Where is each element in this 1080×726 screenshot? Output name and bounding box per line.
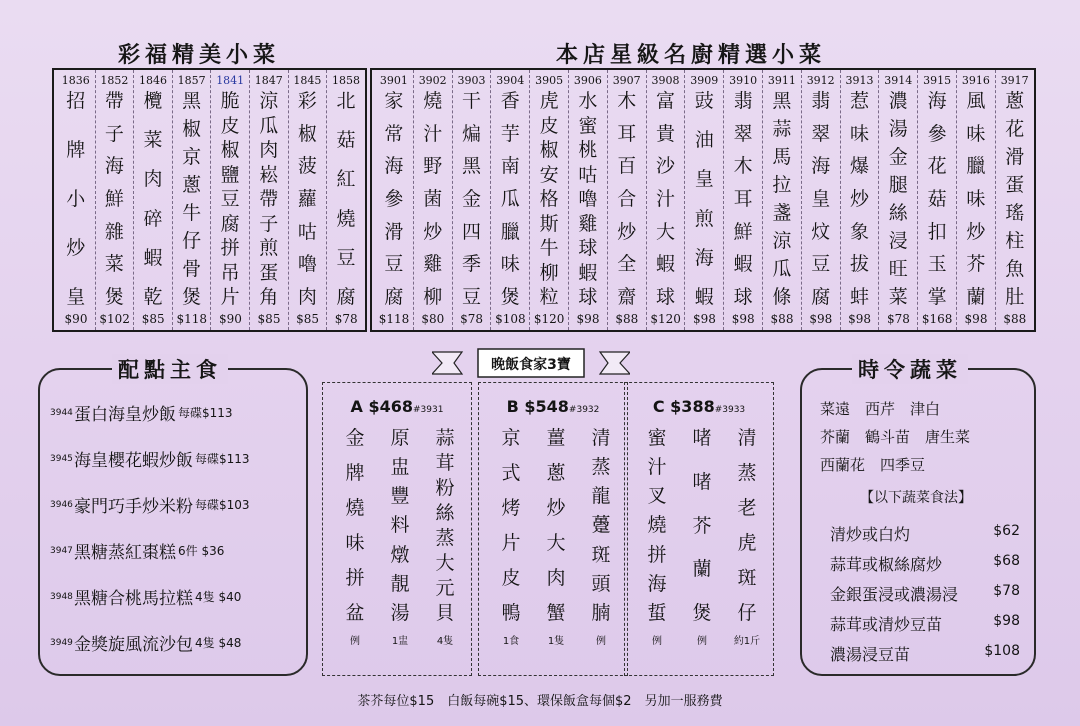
- set-dish: [335, 429, 375, 647]
- set-dish-name: 薑 蔥 炒 大 肉 蟹: [546, 427, 566, 624]
- dish-name: 虎 皮 椒 安 格 斯 牛 柳 粒: [539, 90, 559, 308]
- dish-name: 翡 翠 木 耳 鮮 蝦 球: [733, 90, 753, 308]
- dish-code: 1847: [254, 74, 283, 87]
- dish-code: 3909: [690, 74, 719, 87]
- dish-price: $85: [257, 312, 281, 326]
- dish-code: 3912: [806, 74, 835, 87]
- dish-code: 3905: [535, 74, 564, 87]
- main-section-title: 配點主食: [112, 354, 228, 384]
- dish-price: $120: [650, 312, 681, 326]
- main-dish-row: [50, 400, 320, 426]
- dish-price: $85: [296, 312, 320, 326]
- set-header: [479, 397, 627, 416]
- cooking-method: 金銀蛋浸或濃湯浸: [830, 585, 959, 604]
- dish-name: 蔥 花 滑 蛋 瑤 柱 魚 肚: [1005, 90, 1025, 308]
- set-header: [323, 397, 471, 416]
- cooking-method: 蒜茸或清炒豆苗: [830, 615, 943, 634]
- dish-name: 彩 椒 菠 蘿 咕 嚕 肉: [297, 90, 317, 308]
- dish-price: $98: [576, 312, 600, 326]
- set-dish: [581, 429, 621, 647]
- set-dish-note: 約1斤: [733, 636, 761, 647]
- dish-code: 3913: [845, 74, 874, 87]
- main-dish-code: 3948: [50, 591, 73, 602]
- dish-name: 欖 菜 肉 碎 蝦 乾: [143, 90, 163, 308]
- main-dish-name: 金獎旋風流沙包: [74, 635, 193, 655]
- dish-price: $98: [964, 312, 988, 326]
- main-dish-name: 黑糖蒸紅棗糕: [74, 543, 176, 563]
- set-label: A: [350, 397, 363, 416]
- set-dish: [536, 429, 576, 647]
- set-dish: [637, 429, 677, 647]
- right-dish-column: [569, 70, 607, 330]
- dish-name: 豉 油 皇 煎 海 蝦: [694, 90, 714, 308]
- right-dish-column: [763, 70, 801, 330]
- dish-code: 3917: [1000, 74, 1029, 87]
- set-dish-name: 清 蒸 龍 躉 斑 頭 腩: [591, 427, 611, 624]
- dish-price: $78: [886, 312, 910, 326]
- left-dish-column: [96, 70, 134, 330]
- right-section-title: 本店星級名廚精選小菜: [556, 43, 827, 68]
- left-dish-column: [289, 70, 327, 330]
- set-code: #3931: [413, 405, 444, 415]
- set-dish-name: 蜜 汁 叉 燒 拼 海 蜇: [647, 427, 667, 624]
- dish-code: 1841: [216, 74, 245, 87]
- right-dish-column: [453, 70, 491, 330]
- dish-price: $108: [495, 312, 526, 326]
- dish-price: $168: [921, 312, 953, 326]
- dish-price: $98: [809, 312, 833, 326]
- dish-code: 1852: [100, 74, 129, 87]
- main-dish-price: 每碟$113: [178, 406, 233, 420]
- dish-code: 3908: [651, 74, 680, 87]
- set-dish-name: 啫 啫 芥 蘭 煲: [692, 427, 712, 624]
- right-dish-column: [608, 70, 646, 330]
- dish-code: 3914: [884, 74, 913, 87]
- dish-code: 3907: [612, 74, 641, 87]
- dish-code: 1836: [61, 74, 90, 87]
- dish-name: 帶 子 海 鮮 雜 菜 煲: [104, 90, 124, 308]
- set-price: $388: [670, 397, 715, 416]
- main-dish-name: 海皇櫻花蝦炒飯: [74, 451, 193, 471]
- main-dish-price: 4隻 $40: [195, 590, 242, 604]
- dish-code: 3911: [767, 74, 796, 87]
- dish-name: 濃 湯 金 腿 絲 浸 旺 菜: [888, 90, 908, 308]
- set-dish-note: 1食: [502, 636, 520, 647]
- cooking-method: 濃湯浸豆苗: [830, 645, 911, 664]
- dish-code: 3906: [573, 74, 602, 87]
- dish-code: 3903: [457, 74, 486, 87]
- dish-price: $98: [692, 312, 716, 326]
- dish-price: $118: [378, 312, 410, 326]
- dish-price: $98: [848, 312, 872, 326]
- set-label: B: [506, 397, 519, 416]
- left-dish-column: [173, 70, 211, 330]
- veg-row: 西蘭花 四季豆: [820, 456, 926, 474]
- set-dish-name: 金 牌 燒 味 拼 盆: [345, 427, 365, 624]
- right-dish-column: [414, 70, 452, 330]
- right-dish-table: [370, 68, 1036, 332]
- dish-price: $88: [770, 312, 794, 326]
- main-dish-row: [50, 584, 320, 610]
- main-dish-code: 3947: [50, 545, 73, 556]
- main-dish-row: [50, 446, 320, 472]
- dish-name: 干 煸 黑 金 四 季 豆: [461, 90, 481, 308]
- main-dish-name: 蛋白海皇炒飯: [74, 405, 176, 425]
- dish-name: 惹 味 爆 炒 象 拔 蚌: [849, 90, 869, 308]
- left-dish-column: [327, 70, 365, 330]
- dish-code: 3901: [379, 74, 408, 87]
- main-dish-row: [50, 538, 320, 564]
- cooking-row: [830, 552, 1020, 575]
- left-dish-column: [134, 70, 172, 330]
- cooking-row: [830, 612, 1020, 635]
- dish-name: 黑 蒜 馬 拉 盞 涼 瓜 條: [772, 90, 792, 308]
- set-code: #3932: [568, 405, 600, 415]
- dish-name: 北 菇 紅 燒 豆 腐: [336, 90, 356, 308]
- dish-price: $85: [141, 312, 165, 326]
- cooking-price: $62: [993, 523, 1020, 539]
- cooking-method: 蒜茸或椒絲腐炒: [830, 555, 943, 574]
- dish-price: $88: [1003, 312, 1027, 326]
- dish-name: 香 芋 南 瓜 臘 味 煲: [500, 90, 520, 308]
- set-dish-note: 1盅: [391, 636, 409, 647]
- right-dish-column: [802, 70, 840, 330]
- dish-price: $88: [615, 312, 639, 326]
- set-dish-note: 例: [350, 636, 360, 647]
- set-box-a: [322, 382, 472, 676]
- dish-name: 水 蜜 桃 咕 嚕 雞 球 蝦 球: [578, 90, 598, 308]
- set-dish: [682, 429, 722, 647]
- cooking-row: [830, 582, 1020, 605]
- veg-row: 芥蘭 鶴斗苗 唐生菜: [820, 428, 971, 446]
- left-section-title: 彩福精美小菜: [118, 43, 281, 68]
- right-dish-column: [647, 70, 685, 330]
- cooking-method: 清炒或白灼: [830, 525, 911, 544]
- cooking-price: $68: [993, 553, 1020, 569]
- main-dish-row: [50, 630, 320, 656]
- main-dish-price: 每碟$103: [195, 498, 250, 512]
- dish-code: 3910: [729, 74, 758, 87]
- dish-name: 脆 皮 椒 鹽 豆 腐 拼 吊 片: [220, 90, 240, 308]
- cooking-price: $98: [993, 613, 1020, 629]
- set-dish: [380, 429, 420, 647]
- right-dish-column: [996, 70, 1034, 330]
- dish-name: 燒 汁 野 菌 炒 雞 柳: [423, 90, 443, 308]
- set-dish-note: 1隻: [547, 636, 565, 647]
- main-dish-name: 豪門巧手炒米粉: [74, 497, 193, 517]
- dish-name: 招 牌 小 炒 皇: [66, 90, 86, 308]
- main-dish-code: 3946: [50, 499, 73, 510]
- dish-name: 風 味 臘 味 炒 芥 蘭: [966, 90, 986, 308]
- dish-code: 3904: [496, 74, 525, 87]
- main-dish-price: 6件 $36: [178, 544, 225, 558]
- dish-price: $120: [533, 312, 565, 326]
- sets-title: 晚飯食家3寶: [491, 357, 571, 373]
- dish-price: $90: [218, 312, 242, 326]
- right-dish-column: [491, 70, 529, 330]
- footer-note: 茶芥每位$15 白飯每碗$15、環保飯盒每個$2 另加一服務費: [357, 694, 723, 709]
- cooking-row: [830, 522, 1020, 545]
- set-dish-note: 例: [652, 636, 662, 647]
- set-price: $468: [368, 397, 414, 416]
- cooking-header: 【以下蔬菜食法】: [860, 490, 972, 506]
- set-price: $548: [524, 397, 569, 416]
- set-code: #3933: [714, 405, 746, 415]
- dish-price: $78: [334, 312, 358, 326]
- dish-price: $78: [460, 312, 484, 326]
- dish-code: 1845: [293, 74, 322, 87]
- dish-name: 木 耳 百 合 炒 全 齋: [617, 90, 637, 308]
- dish-price: $90: [64, 312, 88, 326]
- set-dish-name: 清 蒸 老 虎 斑 仔: [737, 427, 757, 624]
- main-dish-code: 3945: [50, 453, 73, 464]
- veg-section-title: 時令蔬菜: [852, 354, 968, 384]
- right-dish-column: [530, 70, 568, 330]
- dish-name: 翡 翠 海 皇 炆 豆 腐: [811, 90, 831, 308]
- cooking-price: $108: [984, 643, 1020, 659]
- right-dish-column: [375, 70, 413, 330]
- main-dish-code: 3944: [50, 407, 73, 418]
- set-dish: [491, 429, 531, 647]
- set-dish-name: 原 盅 豐 料 燉 靚 湯: [390, 427, 410, 624]
- set-dish: [425, 429, 465, 647]
- dish-name: 富 貴 沙 汁 大 蝦 球: [655, 90, 675, 308]
- sets-banner: [432, 348, 630, 378]
- right-dish-column: [724, 70, 762, 330]
- dish-name: 黑 椒 京 蔥 牛 仔 骨 煲: [182, 90, 202, 308]
- left-dish-column: [211, 70, 249, 330]
- set-box-b: [478, 382, 628, 676]
- cooking-price: $78: [993, 583, 1020, 599]
- dish-price: $102: [99, 312, 130, 326]
- main-dish-name: 黑糖合桃馬拉糕: [74, 589, 193, 609]
- set-header: [625, 397, 773, 416]
- dish-name: 家 常 海 參 滑 豆 腐: [384, 90, 404, 308]
- main-dish-code: 3949: [50, 637, 73, 648]
- right-dish-column: [841, 70, 879, 330]
- dish-code: 3916: [961, 74, 990, 87]
- main-dish-price: 每碟$113: [195, 452, 250, 466]
- set-dish-note: 例: [697, 636, 707, 647]
- set-label: C: [652, 397, 665, 416]
- dish-price: $80: [421, 312, 445, 326]
- set-dish-note: 4隻: [436, 636, 454, 647]
- right-dish-column: [918, 70, 956, 330]
- dish-name: 涼 瓜 肉 崧 帶 子 煎 蛋 角: [259, 90, 279, 308]
- dish-code: 1857: [177, 74, 206, 87]
- left-dish-table: [52, 68, 367, 332]
- dish-code: 3915: [923, 74, 952, 87]
- dish-name: 海 參 花 菇 扣 玉 掌: [927, 90, 947, 308]
- right-dish-column: [957, 70, 995, 330]
- dish-code: 1858: [331, 74, 360, 87]
- set-dish-name: 蒜 茸 粉 絲 蒸 大 元 貝: [435, 427, 455, 624]
- set-dish-note: 例: [596, 636, 606, 647]
- main-dish-row: [50, 492, 320, 518]
- right-dish-column: [685, 70, 723, 330]
- veg-row: 菜遠 西芹 津白: [820, 400, 941, 418]
- right-dish-column: [879, 70, 917, 330]
- dish-code: 3902: [418, 74, 447, 87]
- dish-price: $118: [176, 312, 208, 326]
- set-dish-name: 京 式 烤 片 皮 鴨: [501, 427, 521, 624]
- dish-code: 1846: [138, 74, 167, 87]
- left-dish-column: [57, 70, 95, 330]
- set-dish: [727, 429, 767, 647]
- dish-price: $98: [731, 312, 755, 326]
- set-box-c: [624, 382, 774, 676]
- left-dish-column: [250, 70, 288, 330]
- cooking-row: [830, 642, 1020, 665]
- main-dish-price: 4隻 $48: [195, 636, 242, 650]
